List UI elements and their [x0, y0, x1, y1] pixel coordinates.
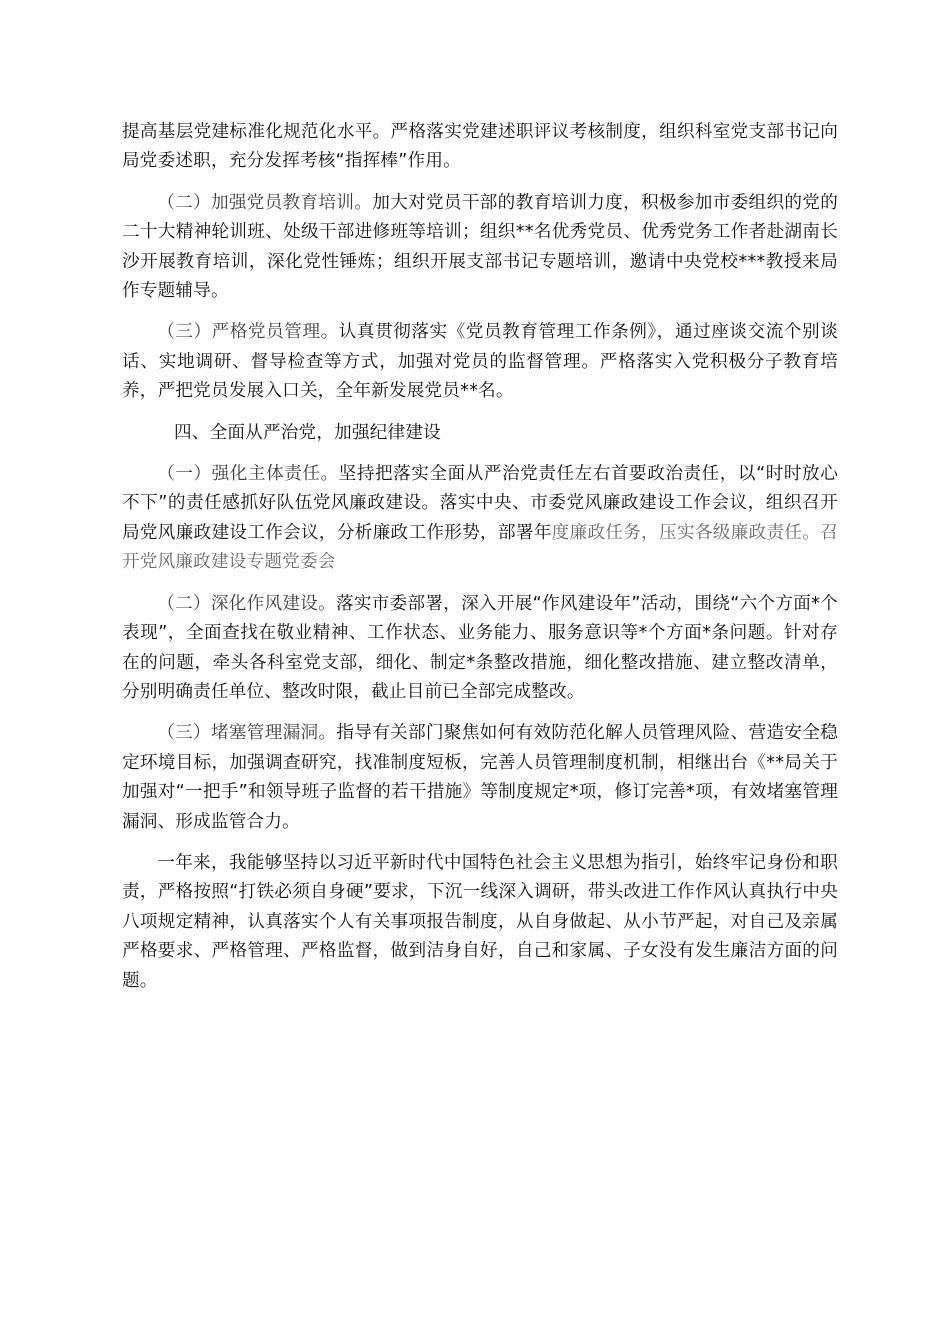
paragraph-party-member-training	[122, 189, 838, 307]
paragraph-year-summary	[122, 849, 838, 996]
document-page	[122, 118, 838, 1008]
paragraph-text: 指导有关部门聚焦如何有效防范化解人员管理风险、营造安全稳定环境目标，加强调查研究，找准制度短板，完善人员管理制度机制，相继出台《**局关于加强对“一把手”和领导班子监督的若干措施》等制度规定*项，修订完善*项，有效堵塞管理漏洞、形成监管合力。	[122, 723, 838, 832]
paragraph-text: 落实市委部署，深入开展“作风建设年”活动，围绕“六个方面*个表现”，全面查找在敬业精神、工作状态、业务能力、服务意识等*个方面*条问题。针对存在的问题，牵头各科室党支部，细化、制定*条整改措施，细化整改措施、建立整改清单，分别明确责任单位、整改时限，截止目前已全部完成整改。	[122, 593, 838, 702]
paragraph-lead: （三）堵塞管理漏洞。	[157, 723, 337, 744]
paragraph-text: 认真贯彻落实《党员教育管理工作条例》，通过座谈交流个别谈话、实地调研、督导检查等方式，加强对党员的监督管理。严格落实入党积极分子教育培养，严把党员发展入口关，全年新发展党员**名。	[122, 322, 838, 402]
section-heading-four	[122, 419, 838, 448]
paragraph-tail: 度廉政任务，压实各级廉政责任。召开党风廉政建设专题党委会	[122, 522, 839, 573]
paragraph-text: 加大对党员干部的教育培训力度，积极参加市委组织的党的二十大精神轮训班、处级干部进修班等培训；组织**名优秀党员、优秀党务工作者赴湖南长沙开展教育培训，深化党性锤炼；组织开展支部书记专题培训，邀请中央党校***教授来局作专题辅导。	[122, 192, 838, 302]
paragraph-party-member-management	[122, 318, 838, 406]
paragraph-text: 坚持把落实全面从严治党责任左右首要政治责任，以“时时放心不下”的责任感抓好队伍党风廉政建设。落实中央、市委党风廉政建设工作会议，组织召开局党风廉政建设工作会议，分析廉政工作形势，部署年	[122, 464, 838, 543]
paragraph-text: 提高基层党建标准化规范化水平。严格落实党建述职评议考核制度，组织科室党支部书记向局党委述职，充分发挥考核“指挥棒”作用。	[122, 122, 838, 172]
section-heading-text: 四、全面从严治党，加强纪律建设	[174, 422, 441, 443]
paragraph-intro-continuation	[122, 118, 838, 177]
paragraph-lead: （一）强化主体责任。	[157, 464, 339, 485]
paragraph-main-responsibility	[122, 460, 838, 578]
paragraph-text: 一年来，我能够坚持以习近平新时代中国特色社会主义思想为指引，始终牢记身份和职责，严格按照“打铁必须自身硬”要求，下沉一线深入调研，带头改进工作作风认真执行中央八项规定精神，认真落实个人有关事项报告制度，从自身做起、从小节严起，对自己及亲属严格要求、严格管理、严格监督，做到洁身自好，自己和家属、子女没有发生廉洁方面的问题。	[122, 852, 838, 991]
paragraph-lead: （三）严格党员管理。	[157, 322, 339, 343]
paragraph-work-style	[122, 590, 838, 708]
paragraph-management-loopholes	[122, 719, 838, 837]
paragraph-lead: （二）加强党员教育培训。	[157, 192, 373, 213]
paragraph-lead: （二）深化作风建设。	[157, 593, 336, 614]
